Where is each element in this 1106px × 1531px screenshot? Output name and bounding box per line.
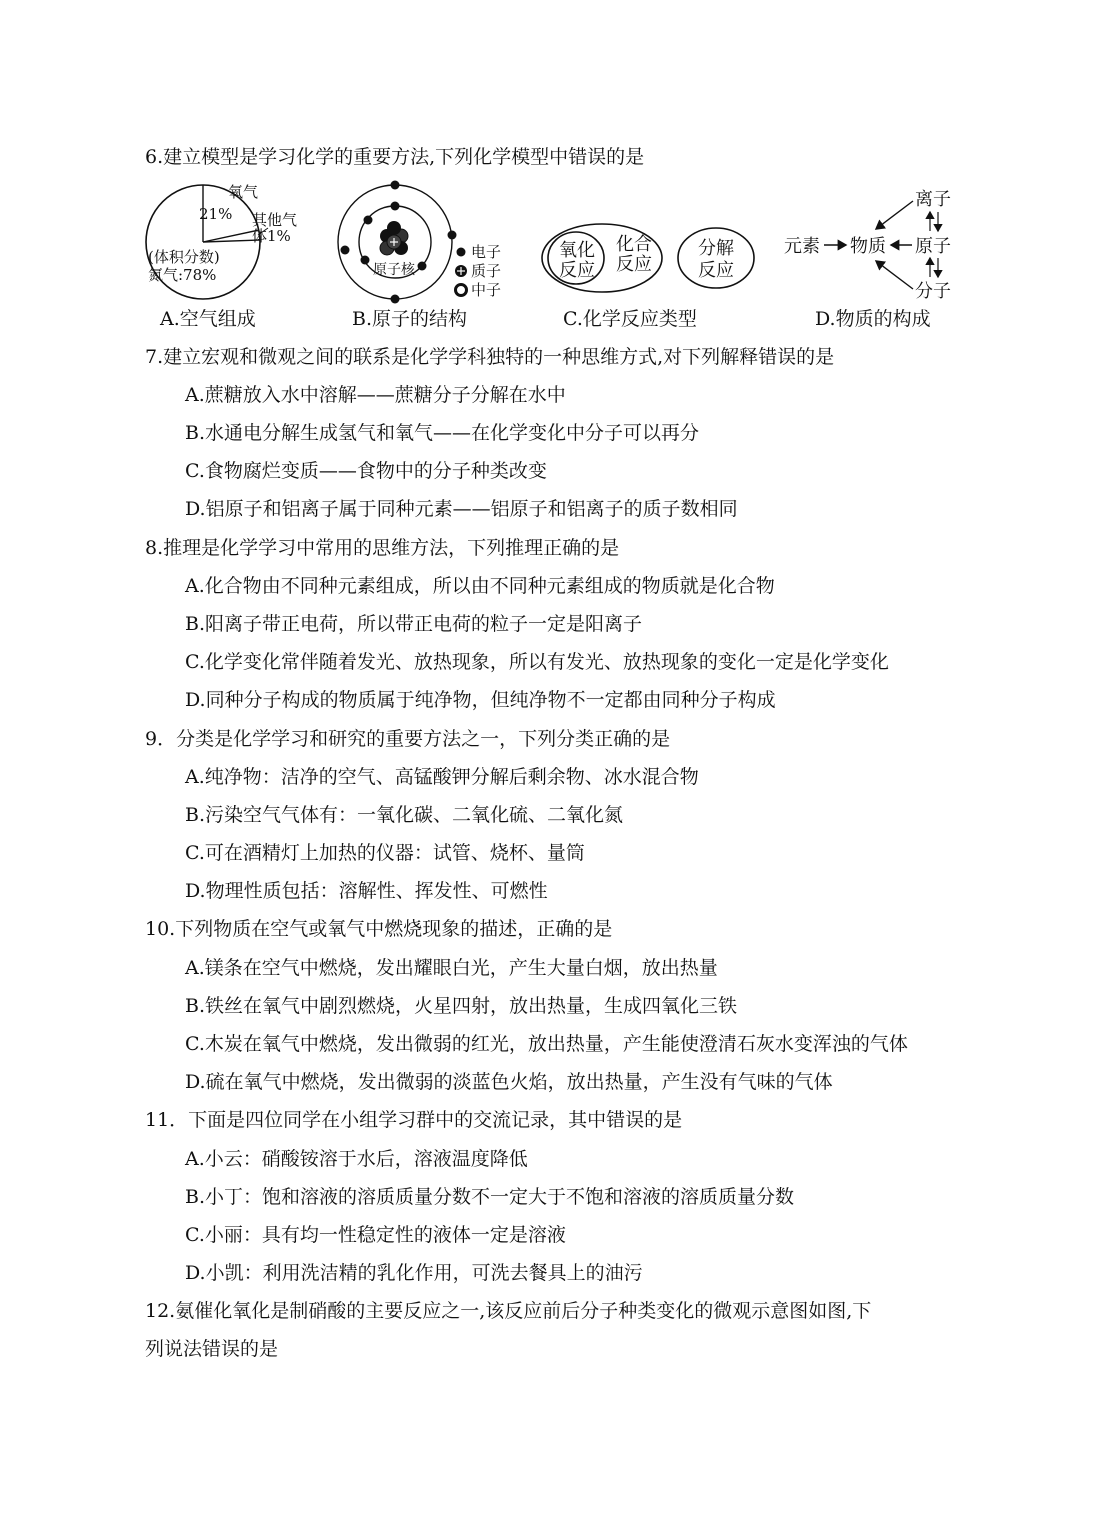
question-11-stem: 11．下面是四位同学在小组学习群中的交流记录，其中错误的是 (145, 1109, 683, 1131)
question-6-stem: 6.建立模型是学习化学的重要方法,下列化学模型中错误的是 (145, 146, 645, 168)
question-10-option-c: C.木炭在氧气中燃烧，发出微弱的红光，放出热量，产生能使澄清石灰水变浑浊的气体 (185, 1033, 908, 1055)
caption-c: C.化学反应类型 (563, 308, 697, 330)
label-nucleus: 原子核 (373, 262, 415, 278)
label-combination-2: 反应 (616, 254, 652, 275)
question-8-option-c: C.化学变化常伴随着发光、放热现象，所以有发光、放热现象的变化一定是化学变化 (185, 651, 889, 673)
question-11-option-a: A.小云：硝酸铵溶于水后，溶液温度降低 (185, 1148, 528, 1170)
electron-legend-icon (457, 248, 466, 257)
question-7-option-c: C.食物腐烂变质——食物中的分子种类改变 (185, 460, 547, 482)
question-9-stem: 9．分类是化学学习和研究的重要方法之一，下列分类正确的是 (145, 728, 671, 750)
label-combination-1: 化合 (616, 234, 652, 255)
label-nitrogen: 氮气:78% (148, 266, 217, 284)
label-other-gas-1: 其他气 (252, 211, 298, 229)
label-21-percent: 21% (199, 205, 233, 223)
caption-d: D.物质的构成 (815, 308, 931, 330)
label-proton: 质子 (471, 262, 502, 280)
label-ion: 离子 (915, 189, 951, 210)
label-volume-fraction: (体积分数) (148, 248, 220, 266)
label-substance: 物质 (850, 236, 886, 257)
matter-composition-figure (780, 183, 970, 305)
question-10-option-d: D.硫在氧气中燃烧，发出微弱的淡蓝色火焰，放出热量，产生没有气味的气体 (185, 1071, 833, 1093)
label-oxidation-2: 反应 (559, 260, 595, 281)
atom-structure-figure (335, 180, 515, 310)
label-atom: 原子 (915, 236, 951, 257)
label-electron: 电子 (471, 243, 502, 261)
label-oxidation-1: 氧化 (559, 240, 595, 261)
question-7-option-d: D.铝原子和铝离子属于同种元素——铝原子和铝离子的质子数相同 (185, 498, 738, 520)
question-11-option-c: C.小丽：具有均一性稳定性的液体一定是溶液 (185, 1224, 566, 1246)
question-8-option-b: B.阳离子带正电荷，所以带正电荷的粒子一定是阳离子 (185, 613, 643, 635)
caption-a: A.空气组成 (160, 308, 256, 330)
question-12-stem-line-2: 列说法错误的是 (145, 1338, 279, 1360)
question-9-option-c: C.可在酒精灯上加热的仪器：试管、烧杯、量筒 (185, 842, 585, 864)
question-10-stem: 10.下列物质在空气或氧气中燃烧现象的描述，正确的是 (145, 918, 613, 940)
question-7-stem: 7.建立宏观和微观之间的联系是化学学科独特的一种思维方式,对下列解释错误的是 (145, 346, 835, 368)
question-11-option-b: B.小丁：饱和溶液的溶质质量分数不一定大于不饱和溶液的溶质质量分数 (185, 1186, 795, 1208)
question-8-option-d: D.同种分子构成的物质属于纯净物，但纯净物不一定都由同种分子构成 (185, 689, 776, 711)
question-7-option-a: A.蔗糖放入水中溶解——蔗糖分子分解在水中 (185, 384, 566, 406)
caption-b: B.原子的结构 (352, 308, 468, 330)
question-10-option-b: B.铁丝在氧气中剧烈燃烧，火星四射，放出热量，生成四氧化三铁 (185, 995, 738, 1017)
question-11-option-d: D.小凯：利用洗洁精的乳化作用，可洗去餐具上的油污 (185, 1262, 643, 1284)
reaction-types-figure (540, 220, 760, 300)
label-molecule: 分子 (915, 281, 951, 302)
label-element: 元素 (784, 236, 820, 257)
label-neutron: 中子 (471, 281, 502, 299)
question-9-option-d: D.物理性质包括：溶解性、挥发性、可燃性 (185, 880, 548, 902)
question-7-option-b: B.水通电分解生成氢气和氧气——在化学变化中分子可以再分 (185, 422, 700, 444)
nucleus-icon (380, 221, 408, 255)
question-8-stem: 8.推理是化学学习中常用的思维方法，下列推理正确的是 (145, 537, 620, 559)
question-9-option-a: A.纯净物：洁净的空气、高锰酸钾分解后剩余物、冰水混合物 (185, 766, 699, 788)
label-decomposition-1: 分解 (698, 238, 734, 259)
label-oxygen: 氧气 (228, 183, 259, 201)
question-8-option-a: A.化合物由不同种元素组成，所以由不同种元素组成的物质就是化合物 (185, 575, 775, 597)
question-10-option-a: A.镁条在空气中燃烧，发出耀眼白光，产生大量白烟，放出热量 (185, 957, 718, 979)
proton-legend-icon (455, 265, 467, 277)
question-9-option-b: B.污染空气气体有：一氧化碳、二氧化硫、二氧化氮 (185, 804, 624, 826)
question-12-stem-line-1: 12.氨催化氧化是制硝酸的主要反应之一,该反应前后分子种类变化的微观示意图如图,下 (145, 1300, 872, 1322)
label-other-gas-2: 体1% (252, 227, 291, 245)
air-composition-pie-figure (140, 180, 320, 310)
label-decomposition-2: 反应 (698, 260, 734, 281)
neutron-legend-icon (456, 285, 467, 296)
